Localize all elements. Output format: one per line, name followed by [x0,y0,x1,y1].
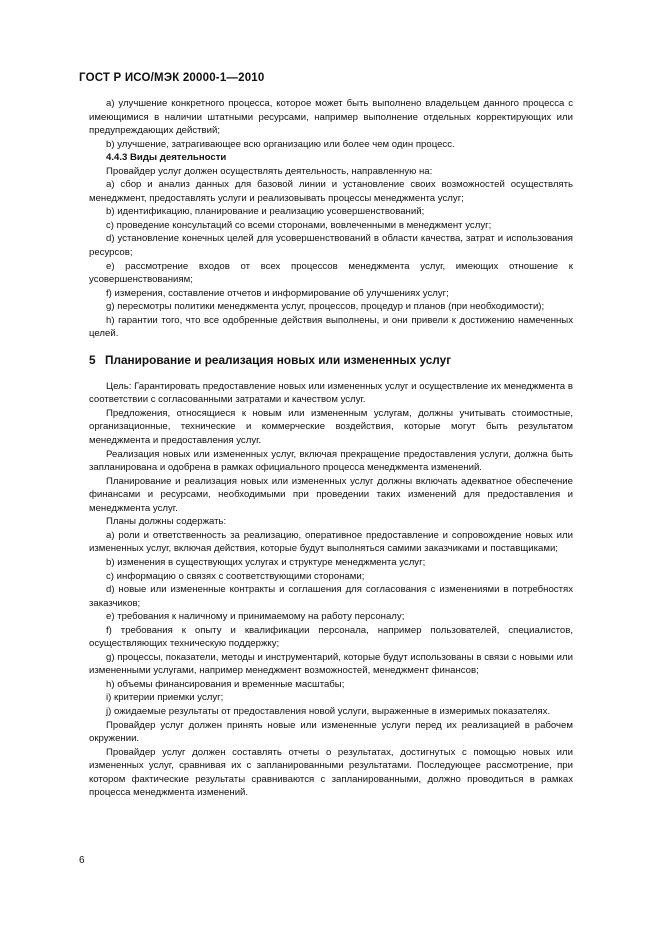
paragraph: d) новые или измененные контракты и соглашения для согласования с изменениями в потребностях заказчиков; [89,584,573,609]
paragraph: f) требования к опыту и квалификации персонала, например пользователей, специалистов, осуществляющих техническую поддержку; [89,624,573,650]
document-header: ГОСТ Р ИСО/МЭК 20000-1—2010 [79,72,265,84]
paragraph: g) процессы, показатели, методы и инструментарий, которые будут использованы в связи с новыми или измененными услугами, например менеджмент возможностей, менеджмент финансов; [89,651,573,677]
paragraph: j) ожидаемые результаты от предоставления новой услуги, выраженные в измеримых показателях. [106,705,551,717]
paragraph: c) информацию о связях с соответствующими сторонами; [106,570,365,582]
paragraph: b) улучшение, затрагивающее всю организацию или более чем один процесс. [106,138,455,150]
paragraph: b) идентификацию, планирование и реализацию усовершенствований; [106,206,425,218]
document-body [89,97,573,800]
paragraph: Провайдер услуг должен осуществлять деятельность, направленную на: [106,165,433,177]
paragraph: Предложения, относящиеся к новым или измененным услугам, должны учитывать стоимостные, организационные, технические и коммерческие воздействия, которые могут быть результатом менеджмента и предоставления услуг. [89,407,573,447]
paragraph: Планы должны содержать: [106,516,227,528]
subsection-heading: 4.4.3 Виды деятельности [106,152,227,164]
section-number: 5 [89,352,96,367]
paragraph: h) объемы финансирования и временные масштабы; [106,678,345,690]
paragraph: i) критерии приемки услуг; [106,692,224,704]
paragraph: b) изменения в существующих услугах и структуре менеджмента услуг; [106,556,426,568]
section-heading [89,353,573,368]
paragraph: а) сбор и анализ данных для базовой линии и установление своих возможностей осуществлять менеджмент, предоставлять услуги и реализовывать процессы менеджмента услуг; [89,179,573,204]
paragraph: Цель: Гарантировать предоставление новых или измененных услуг и осуществление их менеджмента в соответствии с согласованными затратами и качеством услуг. [89,380,573,406]
paragraph: Провайдер услуг должен составлять отчеты о результатах, достигнутых с помощью новых или измененных услуг, сравнивая их с запланированными результатами. Последующее рассмотрение, при котором фактические результаты сравниваются с запланированными, должно проводиться в рамках процесса менеджмента изменений. [89,746,573,799]
paragraph: а) роли и ответственность за реализацию, оперативное предоставление и сопровождение новых или измененных услуг, включая действия, которые будут выполняться самими заказчиками и поставщиками; [89,529,573,555]
paragraph: e) рассмотрение входов от всех процессов менеджмента услуг, имеющих отношение к усовершенствованиям; [89,260,573,286]
paragraph: e) требования к наличному и принимаемому на работу персоналу; [106,611,405,623]
paragraph: c) проведение консультаций со всеми сторонами, вовлеченными в менеджмент услуг; [106,219,492,231]
section-title: Планирование и реализация новых или измененных услуг [105,352,452,367]
page-number: 6 [79,855,85,866]
paragraph: f) измерения, составление отчетов и информирование об улучшениях услуг; [106,287,449,299]
paragraph: g) пересмотры политики менеджмента услуг, процессов, процедур и планов (при необходимости); [106,301,545,313]
paragraph: d) установление конечных целей для усовершенствований в области качества, затрат и использования ресурсов; [89,233,573,259]
paragraph: а) улучшение конкретного процесса, которое может быть выполнено владельцем данного процесса с имеющимися в наличии штатными ресурсами, например выполнение отдельных корректирующих или предупреждающих действий; [89,98,573,137]
paragraph: Планирование и реализация новых или измененных услуг должны включать адекватное обеспечение финансами и ресурсами, необходимыми при проведении таких изменений для предоставления и менеджмента услуг. [89,475,573,514]
paragraph: Реализация новых или измененных услуг, включая прекращение предоставления услуги, должна быть запланирована и одобрена в рамках официального процесса менеджмента изменений. [89,448,573,474]
paragraph: Провайдер услуг должен принять новые или измененные услуги перед их реализацией в рабочем окружении. [89,719,573,745]
paragraph: h) гарантии того, что все одобренные действия выполнены, и они привели к достижению намеченных целей. [89,314,573,340]
